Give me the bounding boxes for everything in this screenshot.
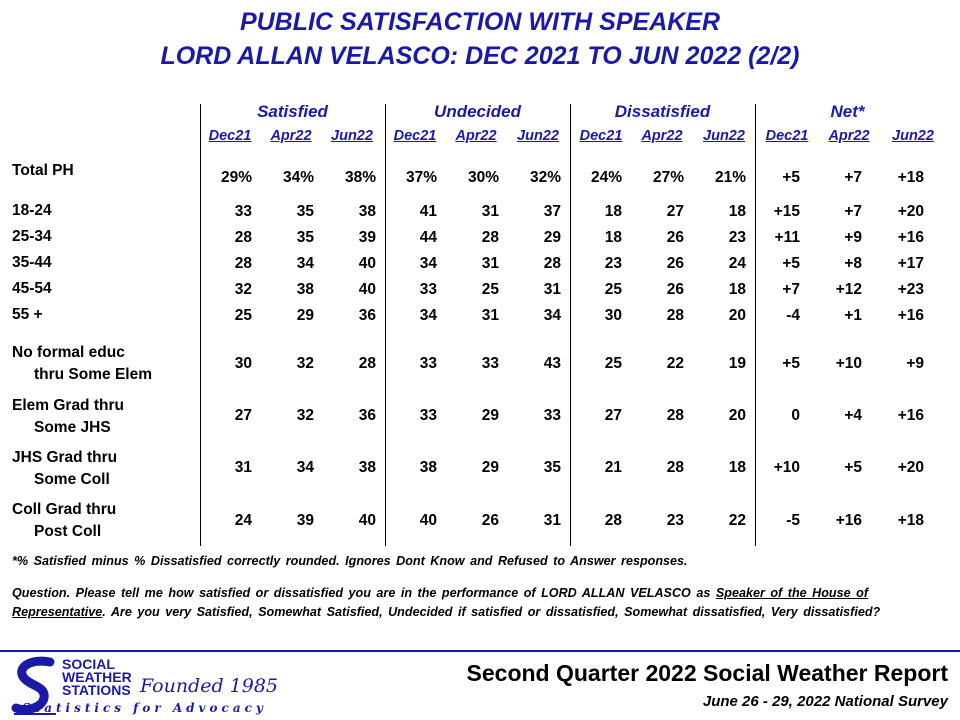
period-header: Jun22 xyxy=(331,128,373,144)
table-cell: 34 xyxy=(419,255,437,272)
table-cell: +18 xyxy=(897,512,924,529)
table-cell: 35 xyxy=(296,203,314,220)
table-cell: 31 xyxy=(543,512,561,529)
table-cell: +5 xyxy=(782,255,800,272)
row-label: JHS Grad thru xyxy=(12,449,118,466)
table-cell: +5 xyxy=(844,459,862,476)
table-cell: 34% xyxy=(282,169,314,186)
table-cell: +23 xyxy=(897,281,924,298)
table-cell: 34 xyxy=(419,307,437,324)
table-cell: 30% xyxy=(467,169,499,186)
table-cell: 27 xyxy=(234,407,252,424)
table-cell: 18 xyxy=(728,459,746,476)
table-cell: 31 xyxy=(234,459,252,476)
table-cell: +7 xyxy=(782,281,800,298)
table-cell: 38 xyxy=(296,281,314,298)
row-label: 45-54 xyxy=(12,280,52,297)
table-cell: 19 xyxy=(728,355,746,372)
table-cell: 25 xyxy=(604,355,622,372)
table-cell: 28 xyxy=(543,255,561,272)
table-cell: 40 xyxy=(358,255,376,272)
table-cell: 29 xyxy=(481,407,499,424)
row-label: Total PH xyxy=(12,162,74,179)
table-cell: 35 xyxy=(296,229,314,246)
table-cell: +12 xyxy=(835,281,862,298)
table-cell: +9 xyxy=(906,355,924,372)
table-cell: 27 xyxy=(604,407,622,424)
row-label: 18-24 xyxy=(12,202,52,219)
row-label: 55 + xyxy=(12,306,43,323)
table-cell: 34 xyxy=(543,307,561,324)
table-cell: +10 xyxy=(773,459,800,476)
table-cell: 31 xyxy=(481,255,499,272)
table-cell: 20 xyxy=(728,407,746,424)
row-label: No formal educ xyxy=(12,344,125,361)
row-label: Post Coll xyxy=(34,523,102,540)
row-label: 35-44 xyxy=(12,254,52,271)
table-cell: 39 xyxy=(358,229,376,246)
row-label: Coll Grad thru xyxy=(12,501,117,518)
table-cell: 24% xyxy=(590,169,622,186)
table-cell: 36 xyxy=(358,307,376,324)
table-cell: +15 xyxy=(773,203,800,220)
row-label: 25-34 xyxy=(12,228,52,245)
group-header: Satisfied xyxy=(257,102,328,121)
period-header: Jun22 xyxy=(892,128,934,144)
row-label: thru Some Elem xyxy=(34,366,152,383)
period-header: Dec21 xyxy=(765,128,809,144)
table-cell: 39 xyxy=(296,512,314,529)
table-cell: +9 xyxy=(844,229,862,246)
table-cell: 27% xyxy=(652,169,684,186)
table-cell: +16 xyxy=(897,307,924,324)
table-cell: 34 xyxy=(296,255,314,272)
table-cell: 0 xyxy=(791,407,800,424)
table-cell: +17 xyxy=(897,255,924,272)
table-cell: +16 xyxy=(897,407,924,424)
footer-title: Second Quarter 2022 Social Weather Report xyxy=(466,660,948,686)
table-cell: +5 xyxy=(782,355,800,372)
page-title-line1: PUBLIC SATISFACTION WITH SPEAKER xyxy=(239,8,721,36)
question-post: . Are you very Satisfied, Somewhat Satisfied, Undecided if satisfied or dissatisfied, Somewhat dissatisfied, Very dissatisfied? xyxy=(102,605,881,619)
table-cell: 28 xyxy=(604,512,622,529)
table-cell: 28 xyxy=(666,307,684,324)
table-cell: 28 xyxy=(234,229,252,246)
table-cell: 24 xyxy=(728,255,746,272)
question-underlined: Speaker of the House of Representative xyxy=(12,586,869,619)
table-cell: 21 xyxy=(604,459,622,476)
table-cell: +20 xyxy=(897,459,924,476)
table-cell: +5 xyxy=(782,169,800,186)
table-cell: 32% xyxy=(529,169,561,186)
table-cell: 33 xyxy=(419,281,437,298)
table-cell: 40 xyxy=(358,281,376,298)
period-header: Dec21 xyxy=(393,128,437,144)
table-cell: 26 xyxy=(666,281,684,298)
table-cell: 18 xyxy=(728,203,746,220)
table-cell: -4 xyxy=(786,307,800,324)
table-cell: +11 xyxy=(774,229,800,246)
table-cell: 36 xyxy=(358,407,376,424)
table-cell: +1 xyxy=(844,307,862,324)
table-cell: 23 xyxy=(728,229,746,246)
table-cell: +4 xyxy=(844,407,862,424)
period-header: Apr22 xyxy=(270,128,312,144)
footer-subtitle: June 26 - 29, 2022 National Survey xyxy=(702,693,948,710)
table-cell: +8 xyxy=(844,255,862,272)
table-cell: 40 xyxy=(419,512,437,529)
table-cell: 28 xyxy=(666,407,684,424)
table-cell: 38% xyxy=(344,169,376,186)
table-cell: +16 xyxy=(835,512,862,529)
table-cell: 21% xyxy=(714,169,746,186)
footer-divider xyxy=(0,650,960,652)
period-header: Dec21 xyxy=(579,128,623,144)
table-cell: 31 xyxy=(481,307,499,324)
table-cell: 18 xyxy=(604,229,622,246)
page-title-line2: LORD ALLAN VELASCO: DEC 2021 TO JUN 2022 (2/2) xyxy=(160,42,800,70)
logo-line3: STATIONS xyxy=(62,682,131,698)
table-cell: 31 xyxy=(481,203,499,220)
column-separator xyxy=(200,104,201,546)
table-cell: 32 xyxy=(296,355,314,372)
table-cell: 26 xyxy=(481,512,499,529)
column-separator xyxy=(385,104,386,546)
table-cell: 26 xyxy=(666,229,684,246)
table-cell: 37 xyxy=(543,203,561,220)
row-label: Elem Grad thru xyxy=(12,397,124,414)
table-cell: 22 xyxy=(728,512,746,529)
row-label: Some JHS xyxy=(34,419,111,436)
table-cell: 34 xyxy=(296,459,314,476)
footnote: *% Satisfied minus % Dissatisfied correctly rounded. Ignores Dont Know and Refused to Answer responses. xyxy=(12,554,688,568)
table-cell: 40 xyxy=(358,512,376,529)
table-cell: 38 xyxy=(358,203,376,220)
table-cell: 27 xyxy=(666,203,684,220)
table-cell: 43 xyxy=(543,355,561,372)
period-header: Jun22 xyxy=(703,128,745,144)
table-cell: 29 xyxy=(481,459,499,476)
row-label: Some Coll xyxy=(34,471,110,488)
table-cell: 30 xyxy=(234,355,252,372)
group-header: Net* xyxy=(830,102,865,121)
table-cell: 23 xyxy=(604,255,622,272)
question-pre: Question. Please tell me how satisfied or dissatisfied you are in the performance of LORD ALLAN VELASCO as xyxy=(12,586,716,600)
period-header: Apr22 xyxy=(455,128,497,144)
table-cell: 28 xyxy=(666,459,684,476)
table-cell: +10 xyxy=(835,355,862,372)
logo-line2: WEATHER xyxy=(62,669,132,685)
table-cell: 32 xyxy=(296,407,314,424)
table-cell: 31 xyxy=(543,281,561,298)
table-cell: 38 xyxy=(358,459,376,476)
table-cell: 30 xyxy=(604,307,622,324)
period-header: Apr22 xyxy=(828,128,870,144)
table-cell: 33 xyxy=(543,407,561,424)
table-cell: 33 xyxy=(419,355,437,372)
table-cell: 26 xyxy=(666,255,684,272)
table-cell: +7 xyxy=(844,203,862,220)
table-cell: 37% xyxy=(405,169,437,186)
table-cell: +18 xyxy=(897,169,924,186)
table-cell: 24 xyxy=(234,512,252,529)
table-cell: 41 xyxy=(419,203,437,220)
table-cell: +7 xyxy=(844,169,862,186)
table-cell: 33 xyxy=(234,203,252,220)
table-cell: 22 xyxy=(666,355,684,372)
period-header: Dec21 xyxy=(208,128,252,144)
table-cell: 38 xyxy=(419,459,437,476)
table-cell: +16 xyxy=(897,229,924,246)
table-cell: 32 xyxy=(234,281,252,298)
table-cell: 29% xyxy=(220,169,252,186)
column-separator xyxy=(755,104,756,546)
group-header: Undecided xyxy=(434,102,521,121)
period-header: Jun22 xyxy=(517,128,559,144)
table-cell: 23 xyxy=(666,512,684,529)
logo-tagline: Statistics for Advocacy xyxy=(22,701,267,715)
table-cell: 35 xyxy=(543,459,561,476)
period-header: Apr22 xyxy=(641,128,683,144)
table-cell: 25 xyxy=(481,281,499,298)
table-cell: 25 xyxy=(604,281,622,298)
table-cell: 18 xyxy=(604,203,622,220)
table-cell: 44 xyxy=(419,229,437,246)
logo-founded: Founded 1985 xyxy=(140,675,279,697)
table-cell: 18 xyxy=(728,281,746,298)
table-cell: 29 xyxy=(543,229,561,246)
table-cell: 29 xyxy=(296,307,314,324)
table-cell: 28 xyxy=(358,355,376,372)
column-separator xyxy=(570,104,571,546)
table-cell: 25 xyxy=(234,307,252,324)
table-cell: -5 xyxy=(786,512,800,529)
table-cell: 33 xyxy=(481,355,499,372)
group-header: Dissatisfied xyxy=(614,102,711,121)
logo-line1: SOCIAL xyxy=(62,656,115,672)
table-cell: 28 xyxy=(481,229,499,246)
table-cell: 33 xyxy=(419,407,437,424)
question-text xyxy=(12,584,950,622)
table-cell: 28 xyxy=(234,255,252,272)
table-cell: +20 xyxy=(897,203,924,220)
table-cell: 20 xyxy=(728,307,746,324)
